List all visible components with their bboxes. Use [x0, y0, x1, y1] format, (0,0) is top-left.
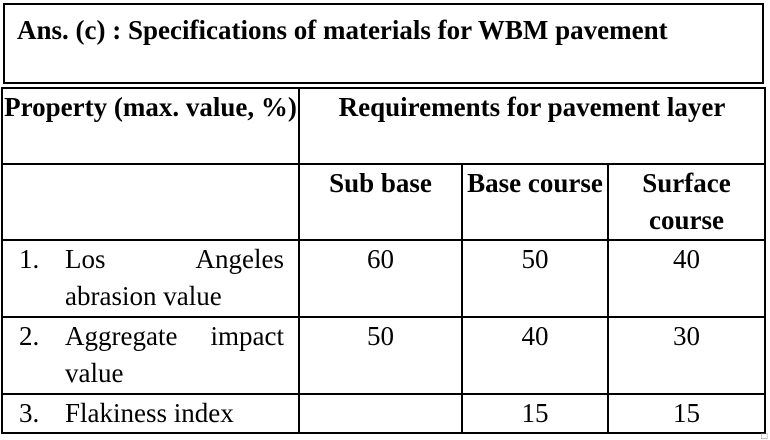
sub-base-value — [299, 394, 462, 433]
property-cell — [2, 240, 299, 317]
surface-course-value: 15 — [608, 394, 765, 433]
base-course-value: 50 — [462, 240, 608, 317]
sub-base-value: 50 — [299, 317, 462, 394]
property-cell — [2, 394, 299, 433]
table-subheader-row — [2, 164, 765, 240]
property-name: Flakiness index — [65, 398, 234, 428]
row-number: 1. — [19, 244, 40, 274]
table-row — [2, 317, 765, 394]
property-name: Aggregate impact value — [65, 321, 284, 388]
corner-resize-mark: □ — [760, 431, 768, 440]
property-header: Property (max. value, %) — [2, 88, 299, 164]
subheader-surface-course: Surface course — [608, 164, 765, 240]
specifications-table — [1, 87, 766, 434]
answer-heading-text: Ans. (c) : Specifications of materials for WBM pavement — [17, 15, 668, 45]
property-name: Los Angeles abrasion value — [65, 244, 284, 311]
sub-base-value: 60 — [299, 240, 462, 317]
subheader-sub-base: Sub base — [299, 164, 462, 240]
row-number: 2. — [19, 321, 40, 351]
table-row — [2, 240, 765, 317]
base-course-value: 40 — [462, 317, 608, 394]
table-row — [2, 394, 765, 433]
table-header-row — [2, 88, 765, 164]
row-number: 3. — [19, 398, 40, 428]
requirements-header: Requirements for pavement layer — [299, 88, 765, 164]
property-cell — [2, 317, 299, 394]
empty-header-cell — [2, 164, 299, 240]
surface-course-value: 30 — [608, 317, 765, 394]
subheader-base-course: Base course — [462, 164, 608, 240]
answer-heading — [3, 3, 764, 84]
surface-course-value: 40 — [608, 240, 765, 317]
base-course-value: 15 — [462, 394, 608, 433]
